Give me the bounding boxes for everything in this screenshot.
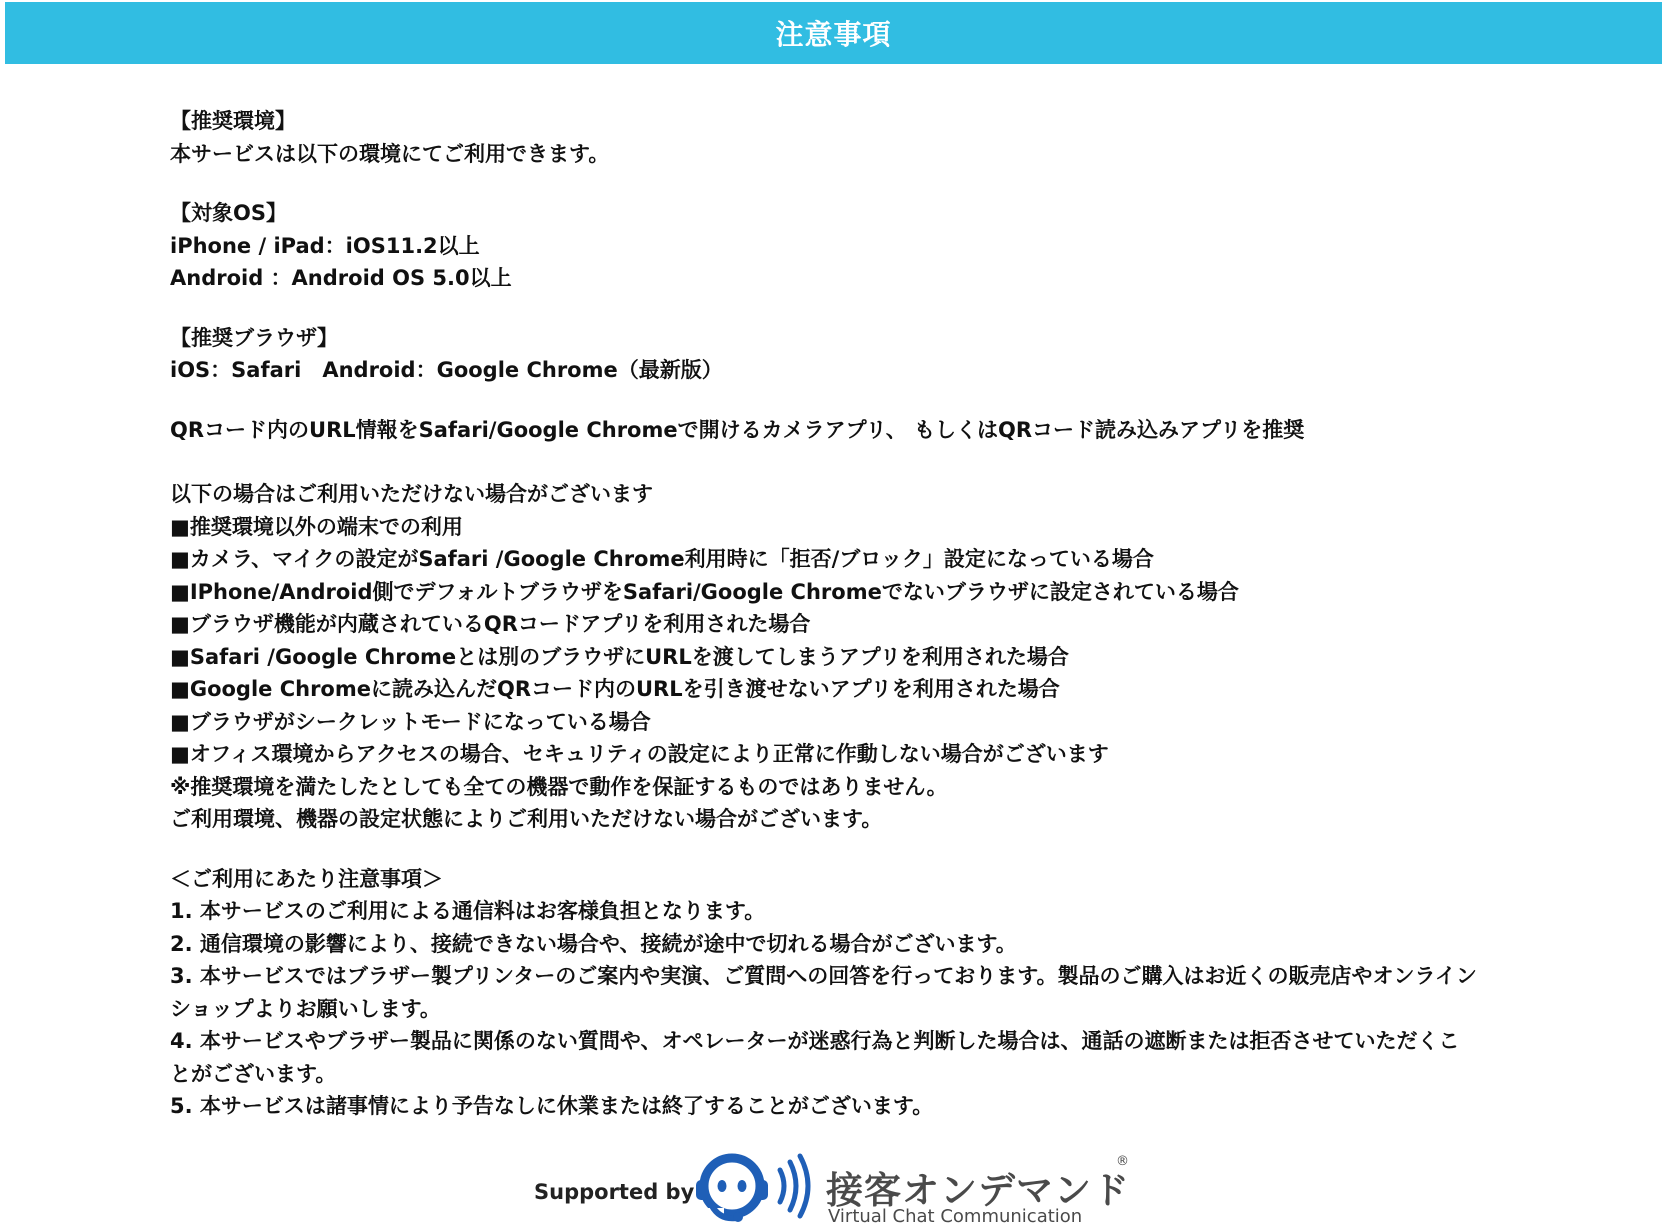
browser-heading: 【推奨ブラウザ】 <box>170 325 338 350</box>
list-item: ■ブラウザ機能が内蔵されているQRコードアプリを利用された場合 <box>170 612 811 636</box>
brand-name-jp: 接客オンデマンド <box>826 1169 1130 1212</box>
footer-logo-area <box>530 1150 1130 1228</box>
note-item: 3. 本サービスではブラザー製プリンターのご案内や実演、ご質問への回答を行っております。製品のご購入はお近くの販売店やオンラインショップよりお願いします。 <box>170 964 1477 1021</box>
note-item: 1. 本サービスのご利用による通信料はお客様負担となります。 <box>170 899 766 923</box>
unavailable-heading: 以下の場合はご利用いただけない場合がございます <box>170 482 653 506</box>
list-item: ■推奨環境以外の端末での利用 <box>170 514 463 539</box>
recommended-env-heading: 【推奨環境】 <box>170 109 296 133</box>
notice-content <box>170 105 1480 1123</box>
list-item: ■カメラ、マイクの設定がSafari /Google Chrome利用時に「拒否/ブロック」設定になっている場合 <box>170 547 1154 571</box>
target-os-ios: iPhone / iPad：iOS11.2以上 <box>170 233 480 258</box>
note-item: 5. 本サービスは諸事情により予告なしに休業または終了することがございます。 <box>170 1094 934 1118</box>
headset-face-icon <box>684 1150 819 1222</box>
notes-heading: ＜ご利用にあたり注意事項＞ <box>170 866 443 891</box>
brand-tagline: Virtual Chat Communication <box>828 1206 1083 1227</box>
list-item: ■Google Chromeに読み込んだQRコード内のURLを引き渡せないアプリを利用された場合 <box>170 677 1060 701</box>
list-item: ■Safari /Google Chromeとは別のブラウザにURLを渡してしまうアプリを利用された場合 <box>170 644 1069 669</box>
supported-by-label: Supported by <box>534 1180 695 1204</box>
header-bar <box>5 2 1662 64</box>
qr-note: QRコード内のURL情報をSafari/Google Chromeで開けるカメラアプリ、 もしくはQRコード読み込みアプリを推奨 <box>170 417 1305 442</box>
target-os-android: Android ：Android OS 5.0以上 <box>170 266 512 290</box>
page-title: 注意事項 <box>775 18 892 51</box>
disclaimer-line-1: ※推奨環境を満たしたとしても全ての機器で動作を保証するものではありません。 <box>170 774 948 799</box>
list-item: ■IPhone/Android側でデフォルトブラウザをSafari/Google Chromeでないブラウザに設定されている場合 <box>170 579 1239 604</box>
note-item: 2. 通信環境の影響により、接続できない場合や、接続が途中で切れる場合がございます。 <box>170 931 1017 956</box>
disclaimer-line-2: ご利用環境、機器の設定状態によりご利用いただけない場合がございます。 <box>170 807 883 831</box>
recommended-env-text: 本サービスは以下の環境にてご利用できます。 <box>170 141 610 166</box>
registered-mark: ® <box>1116 1154 1129 1169</box>
note-item: 4. 本サービスやブラザー製品に関係のない質問や、オペレーターが迷惑行為と判断した場合は、通話の遮断または拒否させていただくことがございます。 <box>170 1029 1460 1086</box>
target-os-heading: 【対象OS】 <box>170 201 287 225</box>
list-item: ■ブラウザがシークレットモードになっている場合 <box>170 709 651 734</box>
browser-text: iOS：Safari Android：Google Chrome（最新版） <box>170 358 723 382</box>
list-item: ■オフィス環境からアクセスの場合、セキュリティの設定により正常に作動しない場合がございます <box>170 742 1109 766</box>
